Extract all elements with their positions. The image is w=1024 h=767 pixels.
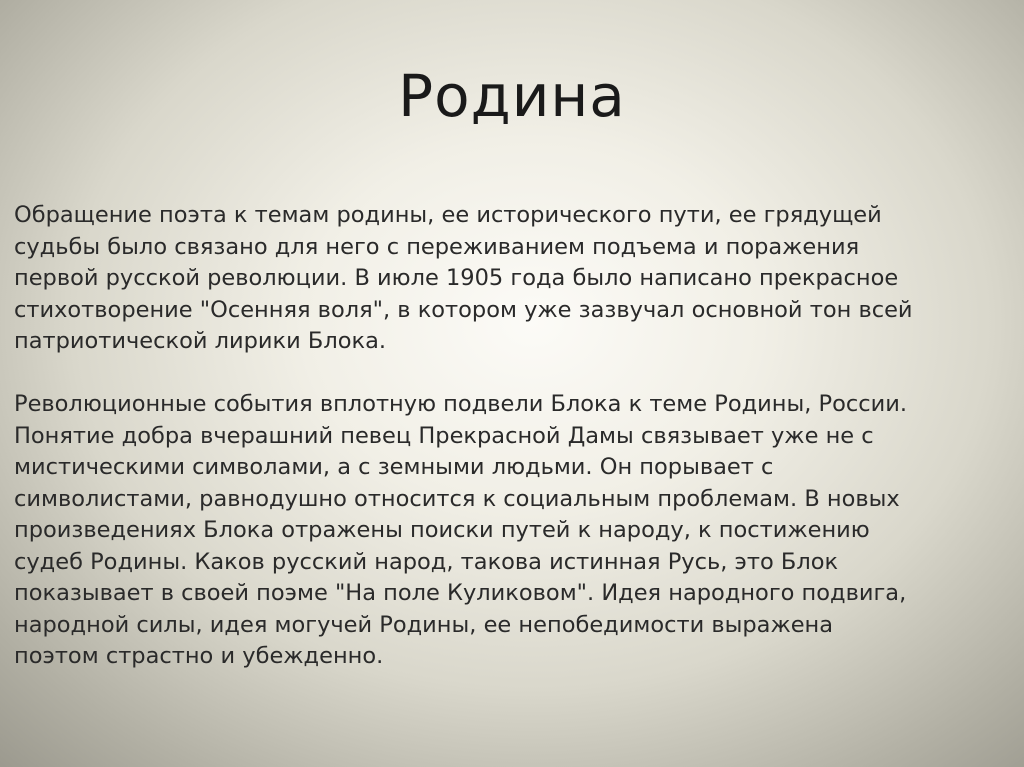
text-line: Революционные события вплотную подвели Блока к теме Родины, России.	[14, 391, 908, 417]
text-line: народной силы, идея могучей Родины, ее непобедимости выражена	[14, 611, 834, 638]
text-line: патриотической лирики Блока.	[14, 328, 387, 354]
text-line: судеб Родины. Каков русский народ, такова истинная Русь, это Блок	[14, 548, 839, 575]
text-line: судьбы было связано для него с переживанием подъема и поражения	[14, 233, 860, 260]
text-line: показывает в своей поэме "На поле Куликовом". Идея народного подвига,	[14, 580, 907, 606]
slide-body	[14, 200, 1004, 673]
text-line: Обращение поэта к темам родины, ее исторического пути, ее грядущей	[14, 202, 882, 228]
paragraph-1	[14, 200, 1004, 358]
text-line: Понятие добра вчерашний певец Прекрасной Дамы связывает уже не с	[14, 422, 874, 449]
paragraph-2	[14, 389, 1004, 673]
text-line: первой русской революции. В июле 1905 года было написано прекрасное	[14, 265, 899, 291]
text-line: произведениях Блока отражены поиски путей к народу, к постижению	[14, 517, 870, 543]
text-line: поэтом страстно и убежденно.	[14, 643, 384, 669]
text-line: символистами, равнодушно относится к социальным проблемам. В новых	[14, 485, 900, 512]
text-line: стихотворение "Осенняя воля", в котором уже зазвучал основной тон всей	[14, 296, 913, 323]
text-line: мистическими символами, а с земными людьми. Он порывает с	[14, 454, 774, 480]
slide-title: Родина	[398, 62, 626, 130]
